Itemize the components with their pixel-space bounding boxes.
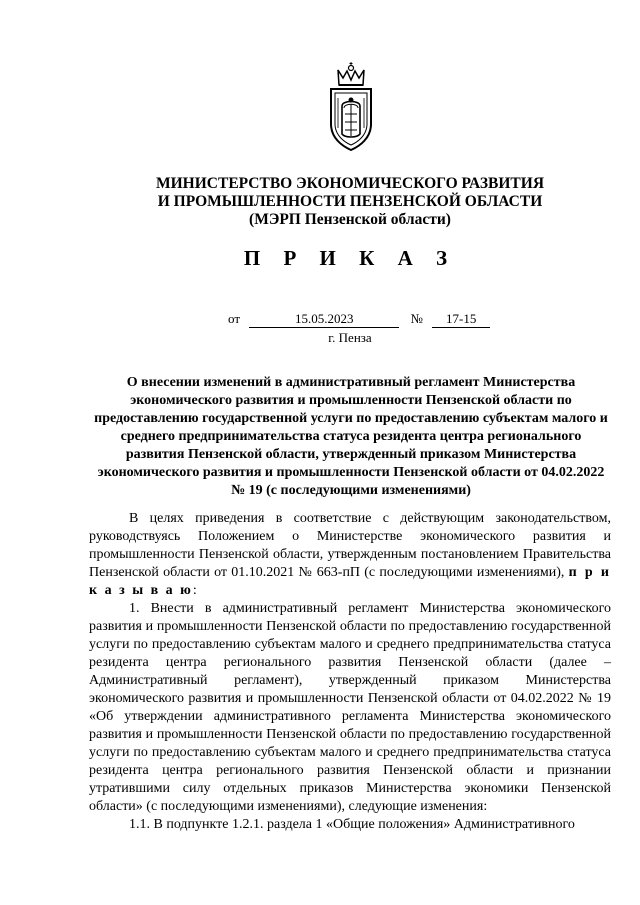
order-body [89, 510, 611, 834]
preamble-colon: : [192, 583, 197, 598]
date-number-line [228, 311, 490, 328]
date-label: от [228, 311, 241, 326]
city: г. Пенза [328, 330, 372, 345]
paragraph-item-1-1: 1.1. В подпункте 1.2.1. раздела 1 «Общие положения» Административного [129, 817, 575, 832]
order-date: 15.05.2023 [249, 311, 399, 328]
number-label: № [410, 311, 423, 326]
order-number: 17-15 [432, 311, 490, 328]
preamble-text: В целях приведения в соответствие с действующим законодательством, руководствуясь Положением о Министерстве экономического развития и промышленности Пензенской области, утвержденным постановлением Правительства Пензенской области от 01.10.2021 № 663-пП (с последующими изменениями), [89, 511, 611, 580]
order-keyword: п р и к а з ы в а ю [89, 565, 611, 598]
ministry-name-line-2: И ПРОМЫШЛЕННОСТИ ПЕНЗЕНСКОЙ ОБЛАСТИ [157, 193, 543, 210]
paragraph-item-1: 1. Внести в административный регламент Министерства экономического развития и промышленности Пензенской области по предоставлению государственной услуги по предоставлению субъектам малого и среднего предпринимательства статуса резидента центра регионального развития Пензенской области (далее – Административный регламент), утвержденный приказом Министерства экономического развития и промышленности Пензенской области от 04.02.2022 № 19 «Об утверждении административного регламента Министерства экономического развития и промышленности Пензенской области по предоставлению государственной услуги по предоставлению субъектам малого и среднего предпринимательства статуса резидента центра регионального развития Пензенской области и признании утратившими силу отдельных приказов Министерства экономики Пензенской области» (с последующими изменениями), следующие изменения: [89, 601, 611, 814]
coat-of-arms-emblem [326, 62, 376, 152]
document-type-heading: П Р И К А З [243, 246, 457, 270]
order-title: О внесении изменений в административный регламент Министерства экономического развития и промышленности Пензенской области по предоставлению государственной услуги по предоставлению субъектам малого и среднего предпринимательства статуса резидента центра регионального развития Пензенской области, утвержденный приказом Министерства экономического развития и промышленности Пензенской области от 04.02.2022 № 19 (с последующими изменениями) [94, 375, 608, 498]
ministry-short-name: (МЭРП Пензенской области) [249, 211, 451, 228]
ministry-name-line-1: МИНИСТЕРСТВО ЭКОНОМИЧЕСКОГО РАЗВИТИЯ [155, 175, 545, 192]
paragraph-preamble [89, 510, 611, 600]
